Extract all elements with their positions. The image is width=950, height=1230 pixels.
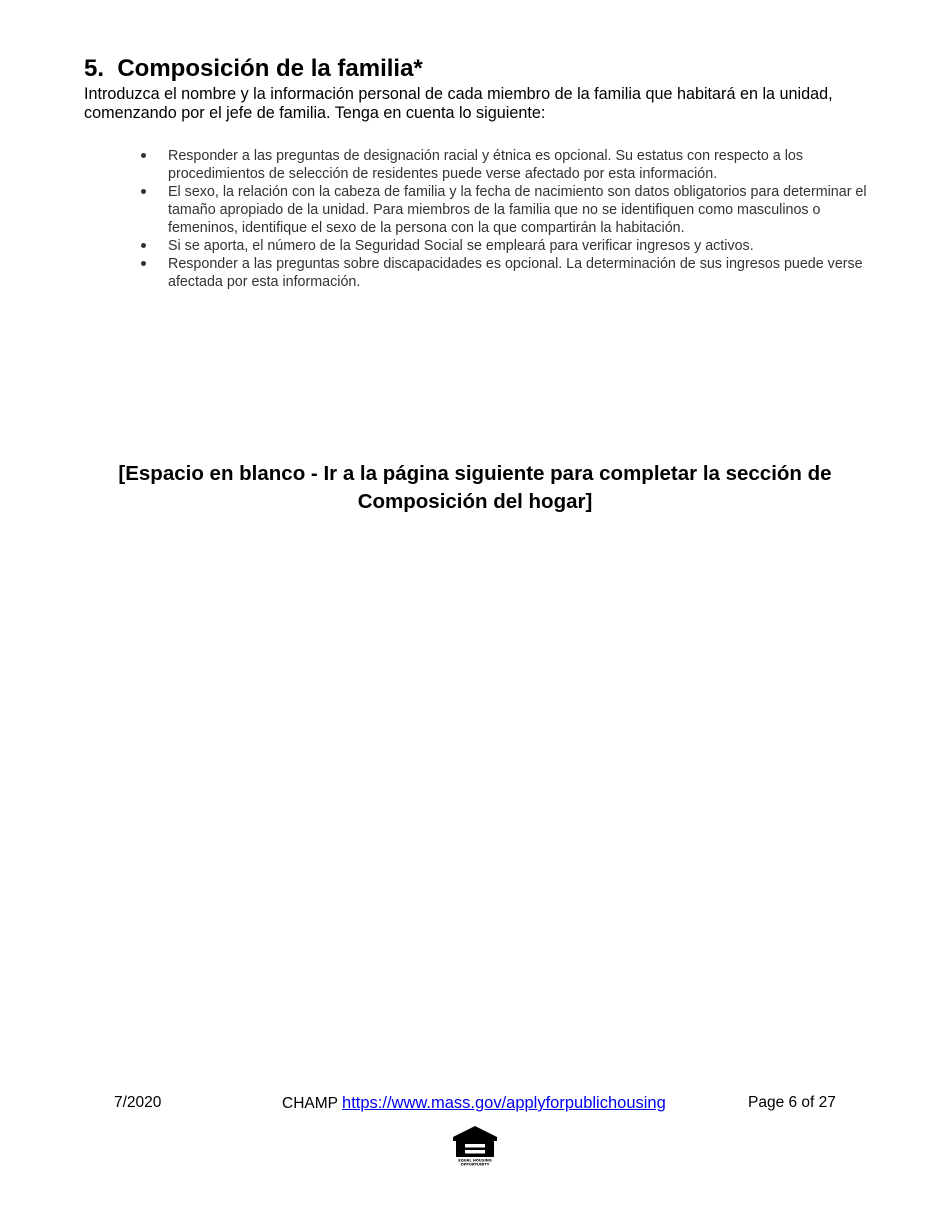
list-item [140, 147, 880, 183]
bullet-icon [141, 243, 146, 248]
instructions-list [140, 147, 880, 291]
footer-org-link [282, 1094, 666, 1113]
bullet-icon [141, 189, 146, 194]
footer-page-number: Page 6 of 27 [748, 1094, 836, 1111]
list-item-text: Responder a las preguntas de designación racial y étnica es opcional. Su estatus con respecto a los procedimientos de selección de residentes puede verse afectado por esta información. [168, 148, 804, 182]
list-item-text: Responder a las preguntas sobre discapacidades es opcional. La determinación de sus ingresos puede verse afectada por esta información. [168, 256, 863, 290]
section-title: 5. Composición de la familia* [84, 55, 423, 82]
blank-space-note: [Espacio en blanco - Ir a la página siguiente para completar la sección de Composición del hogar] [118, 462, 832, 513]
section-intro: Introduzca el nombre y la información personal de cada miembro de la familia que habitará en la unidad, comenzando por el jefe de familia. Tenga en cuenta lo siguiente: [84, 85, 833, 122]
footer-org: CHAMP [282, 1095, 338, 1112]
list-item-text: Si se aporta, el número de la Seguridad Social se empleará para verificar ingresos y activos. [168, 238, 754, 254]
equal-housing-opportunity-icon [450, 1124, 500, 1166]
svg-text:EQUAL HOUSING: EQUAL HOUSING [458, 1158, 492, 1163]
footer-link[interactable]: https://www.mass.gov/applyforpublichousing [342, 1094, 666, 1112]
list-item [140, 255, 880, 291]
list-item [140, 183, 880, 237]
list-item [140, 237, 880, 255]
bullet-icon [141, 261, 146, 266]
svg-text:OPPORTUNITY: OPPORTUNITY [460, 1162, 490, 1166]
list-item-text: El sexo, la relación con la cabeza de familia y la fecha de nacimiento son datos obligatorios para determinar el tamaño apropiado de la unidad. Para miembros de la familia que no se identifiquen como masculinos o femeninos, identifique el sexo de la persona con la que compartirán la habitación. [168, 184, 867, 236]
footer-date: 7/2020 [114, 1094, 162, 1111]
bullet-icon [141, 153, 146, 158]
